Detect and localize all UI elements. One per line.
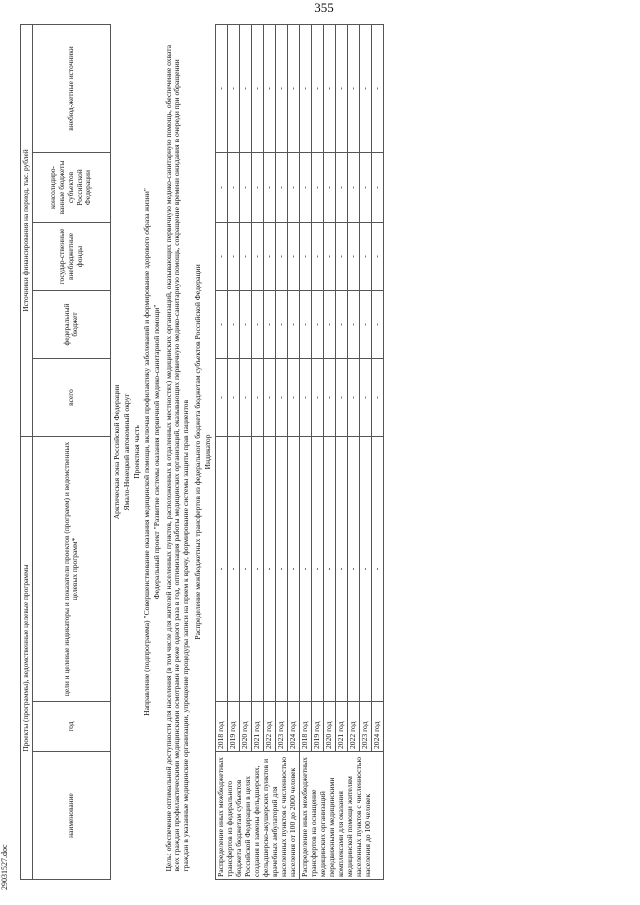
- row-indicator-value: -: [335, 436, 347, 701]
- row-state-funds: -: [287, 222, 299, 290]
- row-regional: -: [264, 152, 276, 222]
- row-indicator-value: -: [287, 436, 299, 701]
- header-total: всего: [32, 358, 110, 436]
- row-regional: -: [335, 152, 347, 222]
- footer-doc-name: 29031527.doc: [0, 844, 9, 890]
- row-extra: -: [347, 24, 359, 152]
- row-year: 2024 год: [371, 702, 383, 752]
- row-year: 2021 год: [335, 702, 347, 752]
- row-state-funds: -: [240, 222, 252, 290]
- row-regional: -: [323, 152, 335, 222]
- row-year: 2019 год: [311, 702, 323, 752]
- region-title: Ямало-Ненецкий автономный округ: [121, 393, 131, 511]
- row-regional: -: [299, 152, 311, 222]
- header-extra: внебюд-жетные источники: [32, 24, 110, 152]
- row-state-funds: -: [359, 222, 371, 290]
- row-total: -: [240, 358, 252, 436]
- row-state-funds: -: [311, 222, 323, 290]
- header-year: год: [32, 702, 110, 752]
- row-total: -: [335, 358, 347, 436]
- row-state-funds: -: [335, 222, 347, 290]
- header-funding-group: Источники финансирования на период, тыс. рублей: [21, 24, 33, 436]
- row-extra: -: [216, 24, 228, 152]
- row-federal: -: [252, 290, 264, 358]
- row-state-funds: -: [347, 222, 359, 290]
- row-federal: -: [228, 290, 240, 358]
- table-row: [228, 24, 240, 879]
- row-total: -: [216, 358, 228, 436]
- row-federal: -: [264, 290, 276, 358]
- rotated-table-page: [20, 25, 590, 880]
- row-total: -: [287, 358, 299, 436]
- row-state-funds: -: [323, 222, 335, 290]
- row-federal: -: [216, 290, 228, 358]
- row-total: -: [228, 358, 240, 436]
- row-extra: -: [299, 24, 311, 152]
- row-indicator-value: -: [347, 436, 359, 701]
- row-federal: -: [371, 290, 383, 358]
- row-state-funds: -: [276, 222, 288, 290]
- row-total: -: [311, 358, 323, 436]
- row-extra: -: [371, 24, 383, 152]
- row-extra: -: [228, 24, 240, 152]
- row-year: 2019 год: [228, 702, 240, 752]
- row-indicator-value: -: [216, 436, 228, 701]
- table-row: [216, 24, 228, 879]
- header-name: наименование: [32, 752, 110, 880]
- row-state-funds: -: [371, 222, 383, 290]
- row-federal: -: [359, 290, 371, 358]
- row-year: 2021 год: [252, 702, 264, 752]
- section-block: [110, 24, 216, 879]
- row-total: -: [323, 358, 335, 436]
- row-regional: -: [347, 152, 359, 222]
- table-row: [252, 24, 264, 879]
- row-year: 2022 год: [347, 702, 359, 752]
- row-state-funds: -: [252, 222, 264, 290]
- row-extra: -: [287, 24, 299, 152]
- row-year: 2018 год: [216, 702, 228, 752]
- row-regional: -: [228, 152, 240, 222]
- header-projects-group: Проекты (программы), ведомственные целевые программы: [21, 436, 33, 879]
- row-state-funds: -: [264, 222, 276, 290]
- row-regional: -: [311, 152, 323, 222]
- row-extra: -: [311, 24, 323, 152]
- row-federal: -: [240, 290, 252, 358]
- table-row: [311, 24, 323, 879]
- header-regional: консолидиро-ванные бюджеты субъектов Российской Федерации: [32, 152, 110, 222]
- row-total: -: [276, 358, 288, 436]
- header-federal: федеральный бюджет: [32, 290, 110, 358]
- table-row: [299, 24, 311, 879]
- row-federal: -: [299, 290, 311, 358]
- goal-text: Цель: обеспечение оптимальной доступности для населения (в том числе для жителей населенных пунктов, расположенных в отдаленных местностях) медицинских организаций, оказывающих первичную медико-санитарную помощь, обеспечение охвата всех граждан профилактическими медицинскими осмотрами не реже одного раза в год, оптимизация работы медицинских организаций, оказывающих первичную медико-санитарную помощь, сокращение времени ожидания в очереди при обращении граждан в указанные медицинские организации, упрощение процедуры записи на прием к врачу, формирование системы защиты прав пациентов: [163, 45, 191, 872]
- federal-project-title: Федеральный проект "Развитие системы оказания первичной медико-санитарной помощи": [151, 304, 161, 600]
- row-year: 2023 год: [276, 702, 288, 752]
- row-indicator-value: -: [228, 436, 240, 701]
- part-title: Проектная часть: [131, 425, 141, 479]
- header-indicators: цели и целевые индикаторы и показатели проектов (программ) и ведомственных целевых программ*: [32, 436, 110, 701]
- row-total: -: [371, 358, 383, 436]
- page-number: 355: [314, 0, 334, 15]
- row-indicator-value: -: [311, 436, 323, 701]
- row-total: -: [347, 358, 359, 436]
- row-extra: -: [276, 24, 288, 152]
- row-extra: -: [264, 24, 276, 152]
- row-indicator-value: -: [371, 436, 383, 701]
- row-indicator-value: -: [240, 436, 252, 701]
- row-total: -: [252, 358, 264, 436]
- row-federal: -: [335, 290, 347, 358]
- row-federal: -: [311, 290, 323, 358]
- zone-title: Арктическая зона Российской Федерации: [111, 384, 121, 520]
- row-year: 2023 год: [359, 702, 371, 752]
- table-row: [347, 24, 359, 879]
- table-row: [276, 24, 288, 879]
- row-federal: -: [323, 290, 335, 358]
- table-row: [371, 24, 383, 879]
- row-total: -: [264, 358, 276, 436]
- row-indicator-value: -: [323, 436, 335, 701]
- row-federal: -: [347, 290, 359, 358]
- row-state-funds: -: [216, 222, 228, 290]
- row-federal: -: [276, 290, 288, 358]
- table-row: [287, 24, 299, 879]
- financing-table: [20, 24, 384, 880]
- row-extra: -: [359, 24, 371, 152]
- row-indicator-value: -: [299, 436, 311, 701]
- row-name: Распределение иных межбюджетных трансфертов на оснащение медицинских организаций передвижными медицинскими комплексами для оказания медицинской помощи жителям населенных пунктов с численностью населения до 100 человек: [299, 752, 383, 880]
- row-regional: -: [216, 152, 228, 222]
- table-row: [323, 24, 335, 879]
- indicator-title: Индикатор: [203, 434, 213, 470]
- row-regional: -: [276, 152, 288, 222]
- table-row: [240, 24, 252, 879]
- header-state-funds: государ-ственные внебюджетные фонды: [32, 222, 110, 290]
- row-year: 2024 год: [287, 702, 299, 752]
- row-indicator-value: -: [359, 436, 371, 701]
- row-federal: -: [287, 290, 299, 358]
- row-indicator-value: -: [252, 436, 264, 701]
- row-extra: -: [252, 24, 264, 152]
- row-indicator-value: -: [264, 436, 276, 701]
- table-row: [359, 24, 371, 879]
- row-year: 2022 год: [264, 702, 276, 752]
- row-year: 2020 год: [240, 702, 252, 752]
- row-extra: -: [335, 24, 347, 152]
- row-name: Распределение иных межбюджетных трансфертов из федерального бюджета бюджетам субъектов Российской Федерации в целях создания и замены фельдшерских, фельдшерско-акушерских пунктов и врачебных амбулаторий для населенных пунктов с численностью населения от 100 до 2000 человек: [216, 752, 300, 880]
- row-regional: -: [240, 152, 252, 222]
- row-year: 2020 год: [323, 702, 335, 752]
- row-regional: -: [252, 152, 264, 222]
- table-row: [335, 24, 347, 879]
- row-year: 2018 год: [299, 702, 311, 752]
- table-row: [264, 24, 276, 879]
- row-state-funds: -: [299, 222, 311, 290]
- direction-title: Направление (подпрограмма) "Совершенствование оказания медицинской помощи, включая профилактику заболеваний и формирование здорового образа жизни": [141, 188, 151, 716]
- distribution-title: Распределение межбюджетных трансфертов из федерального бюджета бюджетам субъектов Российской Федерации: [193, 264, 203, 640]
- row-total: -: [299, 358, 311, 436]
- row-total: -: [359, 358, 371, 436]
- row-state-funds: -: [228, 222, 240, 290]
- row-indicator-value: -: [276, 436, 288, 701]
- row-extra: -: [240, 24, 252, 152]
- data-rows: [216, 24, 383, 879]
- row-regional: -: [287, 152, 299, 222]
- row-regional: -: [359, 152, 371, 222]
- row-regional: -: [371, 152, 383, 222]
- row-extra: -: [323, 24, 335, 152]
